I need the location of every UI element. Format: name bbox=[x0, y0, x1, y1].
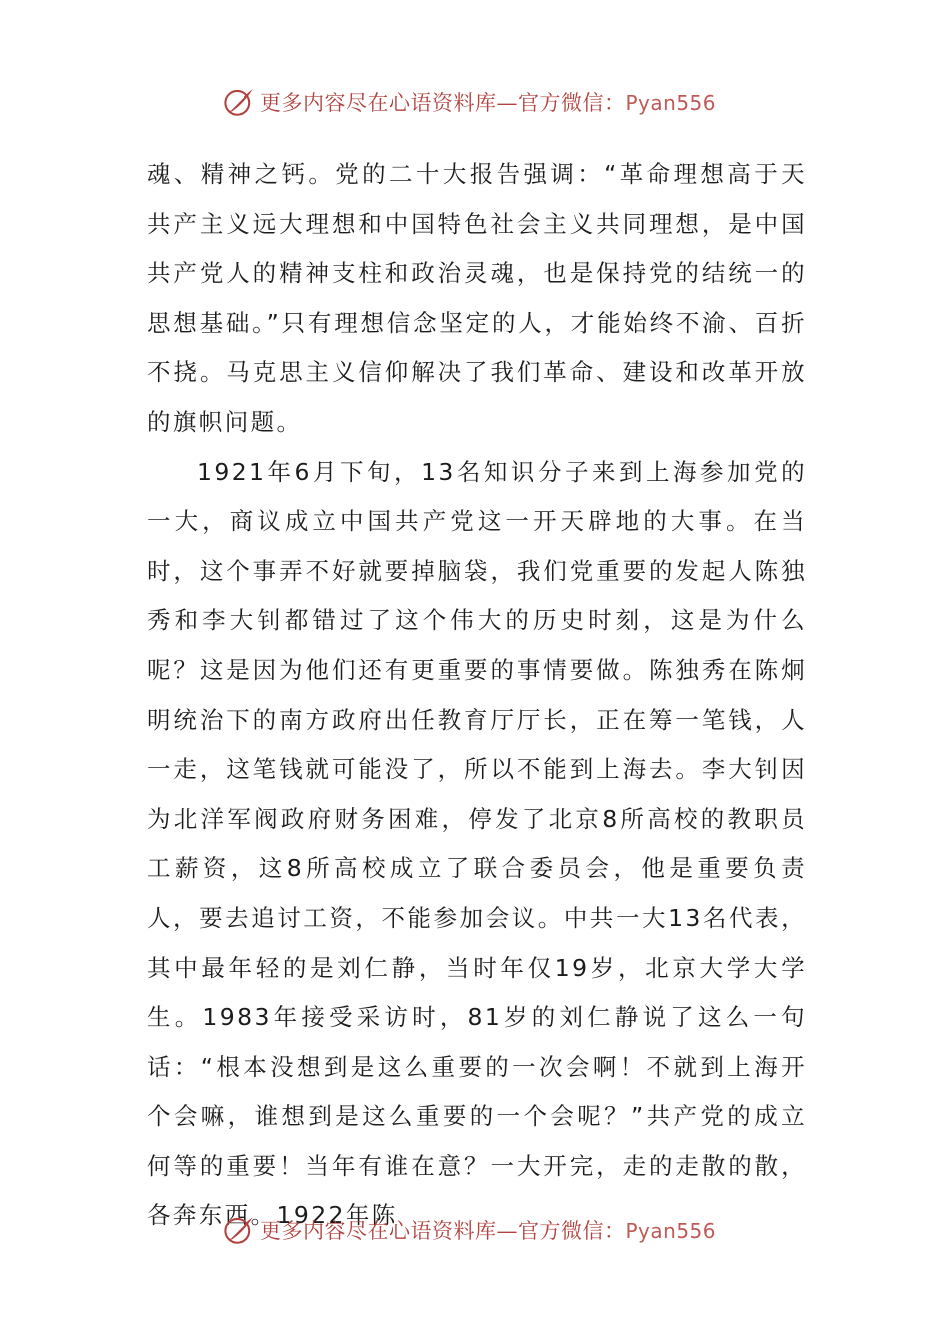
body-paragraph-2: 1921年6月下旬，13名知识分子来到上海参加党的一大，商议成立中国共产党这一开天辟地的大事。在当时，这个事弄不好就要掉脑袋，我们党重要的发起人陈独秀和李大钊都错过了这个伟大的历史时刻，这是为什么呢？这是因为他们还有更重要的事情要做。陈独秀在陈炯明统治下的南方政府出任教育厅厅长，正在筹一笔钱，人一走，这笔钱就可能没了，所以不能到上海去。李大钊因为北洋军阀政府财务困难，停发了北京8所高校的教职员工薪资，这8所高校成立了联合委员会，他是重要负责人，要去追讨工资，不能参加会议。中共一大13名代表，其中最年轻的是刘仁静，当时年仅19岁，北京大学大学生。1983年接受采访时，81岁的刘仁静说了这么一句话：“根本没想到是这么重要的一次会啊！不就到上海开个会嘛，谁想到是这么重要的一个会呢？”共产党的成立何等的重要！当年有谁在意？一大开完，走的走散的散，各奔东西。1922年陈 bbox=[147, 457, 807, 1230]
footer-banner-inner bbox=[222, 1213, 716, 1247]
header-contact-handle: Pyan556 bbox=[625, 91, 716, 115]
body-paragraph-1: 魂、精神之钙。党的二十大报告强调：“革命理想高于天共产主义远大理想和中国特色社会主义共同理想，是中国共产党人的精神支柱和政治灵魂，也是保持党的结统一的思想基础。”只有理想信念坚定的人，才能始终不渝、百折不挠。马克思主义信仰解决了我们革命、建设和改革开放的旗帜问题。 bbox=[147, 160, 807, 436]
footer-contact-handle: Pyan556 bbox=[625, 1219, 716, 1243]
footer-site-text: 更多内容尽在心语资料库 bbox=[259, 1219, 497, 1243]
quill-pen-circle-icon bbox=[222, 85, 256, 119]
footer-contact-label: 官方微信： bbox=[517, 1219, 626, 1243]
body-content bbox=[147, 150, 807, 1241]
header-site-text: 更多内容尽在心语资料库 bbox=[259, 91, 497, 115]
header-dash: — bbox=[496, 91, 518, 115]
quill-pen-circle-icon bbox=[222, 1213, 256, 1247]
header-contact-label: 官方微信： bbox=[517, 91, 626, 115]
footer-dash: — bbox=[496, 1219, 518, 1243]
header-watermark-banner bbox=[0, 82, 950, 122]
footer-banner-text bbox=[260, 1215, 716, 1245]
header-banner-text bbox=[260, 87, 716, 117]
footer-watermark-banner bbox=[0, 1210, 950, 1250]
header-banner-inner bbox=[222, 85, 716, 119]
